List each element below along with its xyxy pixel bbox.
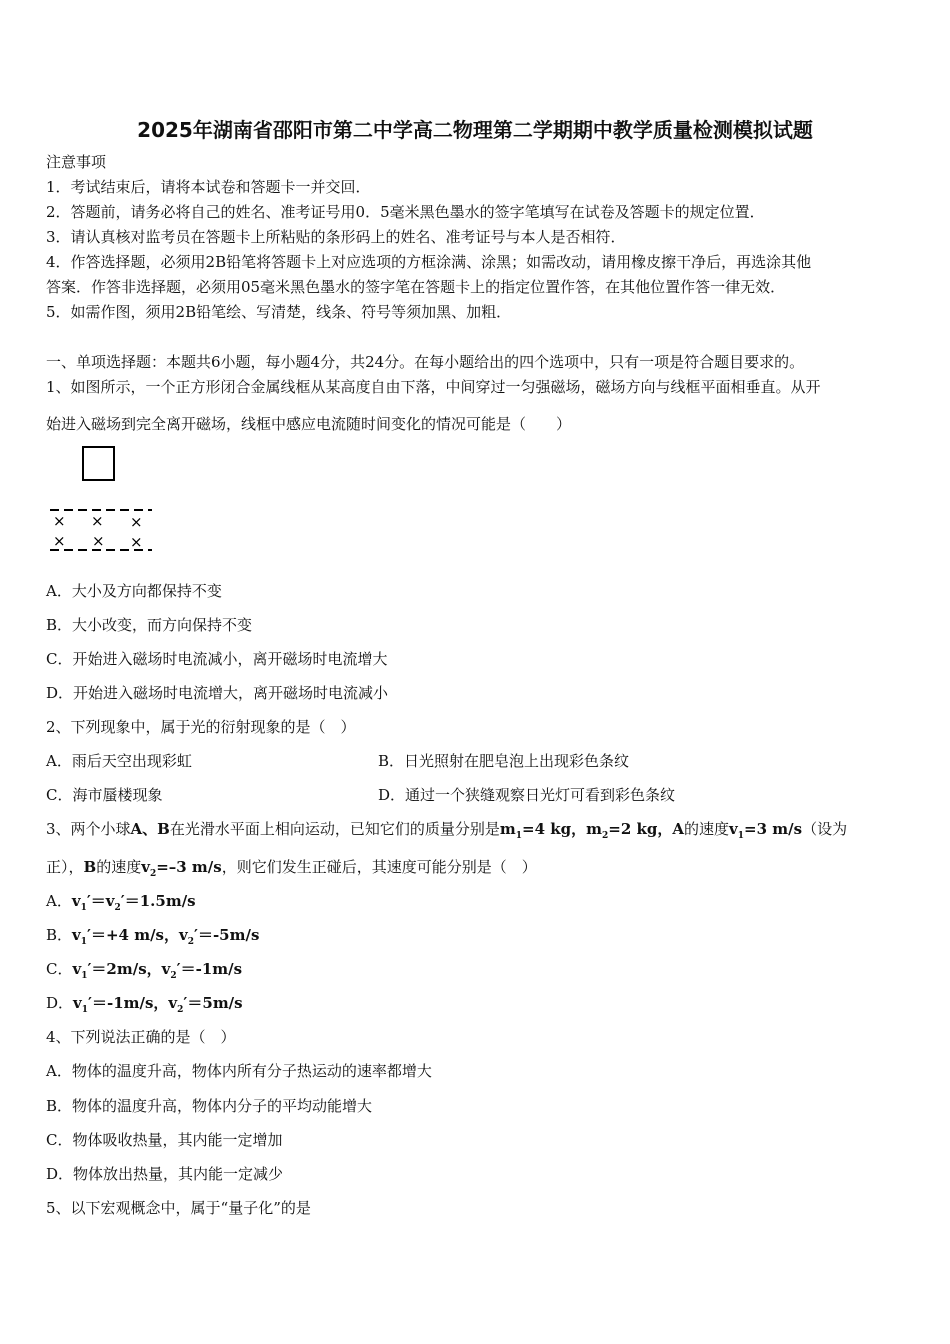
square-frame xyxy=(83,447,114,480)
q3-stem-line1: 3、两个小球A、B在光滑水平面上相向运动，已知它们的质量分别是$m_1=4$ kg，$m_2=2$ kg，A的速度$v_1=3$ m/s（设为 xyxy=(46,820,848,841)
page-title: 2025年湖南省邵阳市第二中学高二物理第二学期期中教学质量检测模拟试题 xyxy=(137,118,813,142)
q3-option-c: C．$v_1'=2m/s$，$v_2'=-1m/s$ xyxy=(46,960,243,981)
q5-stem: 5、以下宏观概念中，属于“量子化”的是 xyxy=(46,1199,311,1217)
q4-option-a: A．物体的温度升高，物体内所有分子热运动的速率都增大 xyxy=(46,1062,432,1080)
notice-item-1: 1．考试结束后，请将本试卷和答题卡一并交回． xyxy=(46,178,371,196)
q2-option-b: B．日光照射在肥皂泡上出现彩色条纹 xyxy=(378,752,630,770)
q1-option-d: D．开始进入磁场时电流增大，离开磁场时电流减小 xyxy=(46,684,389,702)
notice-heading: 注意事项 xyxy=(46,153,107,171)
q4-stem: 4、下列说法正确的是（ ） xyxy=(46,1028,236,1046)
q1-stem-line2: 始进入磁场到完全离开磁场，线框中感应电流随时间变化的情况可能是（ ） xyxy=(46,415,572,433)
q3-option-b: B．$v_1'=+4$ m/s，$v_2'=-5m/s$ xyxy=(46,926,260,947)
notice-item-3: 3．请认真核对监考员在答题卡上所粘贴的条形码上的姓名、准考证号与本人是否相符． xyxy=(46,228,626,246)
q3-option-a: A．$v_1'=v_2'=1.5m/s$ xyxy=(46,892,196,913)
field-cross: × xyxy=(91,512,104,530)
q2-option-a: A．雨后天空出现彩虹 xyxy=(46,752,192,770)
section-heading: 一、单项选择题：本题共6小题，每小题4分，共24分。在每小题给出的四个选项中，只有一项是符合题目要求的。 xyxy=(46,353,805,371)
q3-option-d: D．$v_1'=-1m/s$，$v_2'=5m/s$ xyxy=(46,994,243,1015)
field-cross: × xyxy=(53,512,66,530)
q3-stem-line2: 正），B的速度$v_2=-3$ m/s，则它们发生正碰后，其速度可能分别是（ ） xyxy=(46,858,537,879)
notice-item-4: 4．作答选择题，必须用2B铅笔将答题卡上对应选项的方框涂满、涂黑；如需改动，请用橡皮擦干净后，再选涂其他 xyxy=(46,253,812,271)
field-cross: × xyxy=(130,513,143,531)
field-cross: × xyxy=(92,532,105,550)
q4-option-c: C．物体吸收热量，其内能一定增加 xyxy=(46,1131,283,1149)
q1-option-c: C．开始进入磁场时电流减小，离开磁场时电流增大 xyxy=(46,650,388,668)
q1-option-b: B．大小改变，而方向保持不变 xyxy=(46,616,253,634)
q4-option-b: B．物体的温度升高，物体内分子的平均动能增大 xyxy=(46,1097,373,1115)
q4-option-d: D．物体放出热量，其内能一定减少 xyxy=(46,1165,284,1183)
q2-stem: 2、下列现象中，属于光的衍射现象的是（ ） xyxy=(46,718,356,736)
q1-option-a: A．大小及方向都保持不变 xyxy=(46,582,222,600)
field-cross: × xyxy=(53,532,66,550)
q1-stem-line1: 1、如图所示，一个正方形闭合金属线框从某高度自由下落，中间穿过一匀强磁场，磁场方向与线框平面相垂直。从开 xyxy=(46,378,821,396)
notice-item-2: 2．答题前，请务必将自己的姓名、准考证号用0．5毫米黑色墨水的签字笔填写在试卷及答题卡的规定位置． xyxy=(46,203,765,221)
notice-item-5: 5．如需作图，须用2B铅笔绘、写清楚，线条、符号等须加黑、加粗． xyxy=(46,303,512,321)
magnetic-field-figure xyxy=(44,442,164,558)
field-cross: × xyxy=(130,533,143,551)
notice-item-4-cont: 答案．作答非选择题，必须用05毫米黑色墨水的签字笔在答题卡上的指定位置作答，在其他位置作答一律无效． xyxy=(46,278,786,296)
q2-option-d: D．通过一个狭缝观察日光灯可看到彩色条纹 xyxy=(378,786,676,804)
q2-option-c: C．海市蜃楼现象 xyxy=(46,786,163,804)
